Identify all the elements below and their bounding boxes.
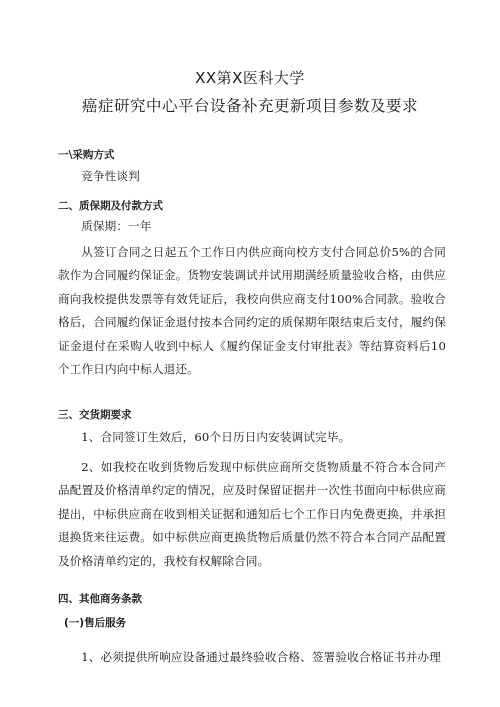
- warranty-period-text: 质保期：一年: [81, 219, 152, 233]
- section-heading-warranty-payment: 二、质保期及付款方式: [58, 200, 163, 212]
- procurement-method-text: 竞争性谈判: [81, 169, 140, 183]
- subheading-after-sales: (一)售后服务: [64, 617, 127, 629]
- document-title-project: 癌症研究中心平台设备补充更新项目参数及要求: [81, 97, 418, 115]
- delivery-item-1: 1、合同签订生效后，60个日历日内安装调试完毕。: [81, 430, 351, 444]
- after-sales-item-1: 1、必须提供所响应设备通过最终验收合格、签署验收合格证书并办理: [81, 650, 442, 664]
- section-heading-other-terms: 四、其他商务条款: [58, 593, 142, 605]
- delivery-item-2: 2、如我校在收到货物后发现中标供应商所交货物质量不符合本合同产品配置及价格清单约定的情况，应及时保留证据并一次性书面向中标供应商提出，中标供应商在收到相关证据和通知后七个工作日内免费更换，并承担退换货来往运费。如中标供应商更换货物后质量仍然不符合本合同产品配置及价格清单约定的，我校有权解除合同。: [58, 460, 446, 568]
- section-heading-delivery: 三、交货期要求: [58, 409, 132, 421]
- payment-terms-paragraph: 从签订合同之日起五个工作日内供应商向校方支付合同总价5%的合同款作为合同履约保证金。货物安装调试并试用期满经质量验收合格，由供应商向我校提供发票等有效凭证后，我校向供应商支付100%合同款。验收合格后，合同履约保证金退付按本合同约定的质保期年限结束后支付，履约保证金退付在采购人收到中标人《履约保证金支付审批表》等结算资料后10个工作日内向中标人退还。: [58, 245, 446, 377]
- document-title-university: XX第X医科大学: [195, 69, 305, 87]
- section-heading-procurement-method: 一\采购方式: [58, 149, 115, 161]
